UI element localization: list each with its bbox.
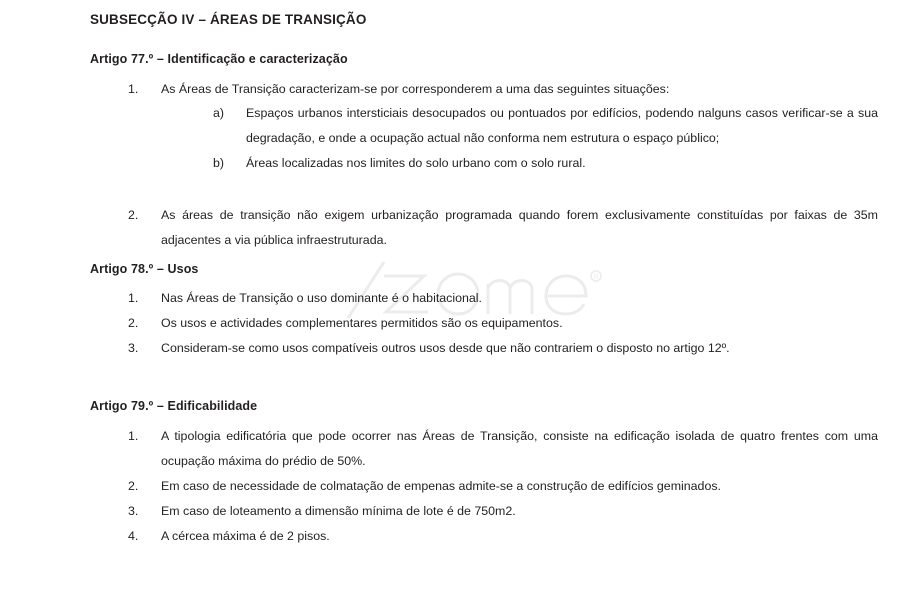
list-item-text: Em caso de necessidade de colmatação de empenas admite-se a construção de edifícios geminados. — [161, 479, 721, 493]
article-77-item-2-block — [128, 203, 878, 253]
article-77-item-1-block — [128, 77, 878, 102]
list-item-text: A cércea máxima é de 2 pisos. — [161, 529, 330, 543]
list-item-text: Áreas localizadas nos limites do solo urbano com o solo rural. — [246, 156, 586, 170]
svg-text:R: R — [593, 274, 599, 281]
list-marker: 2. — [128, 479, 139, 493]
list-item-text: Espaços urbanos intersticiais desocupados ou pontuados por edifícios, podendo nalguns casos verificar-se a sua degradação, e onde a ocupação actual não conforma nem estrutura o espaço público; — [246, 106, 878, 145]
list-item — [213, 151, 878, 176]
article-heading-78: Artigo 78.º – Usos — [90, 262, 199, 276]
list-item-text: As Áreas de Transição caracterizam-se por corresponderem a uma das seguintes situações: — [161, 82, 670, 96]
list-marker: 3. — [128, 504, 139, 518]
list-marker: a) — [213, 106, 225, 120]
list-item-text: As áreas de transição não exigem urbanização programada quando forem exclusivamente constituídas por faixas de 35m adjacentes a via pública infraestruturada. — [161, 208, 878, 247]
article-heading-79: Artigo 79.º – Edificabilidade — [90, 399, 258, 413]
list-item-text: Nas Áreas de Transição o uso dominante é o habitacional. — [161, 291, 482, 305]
list-marker: 1. — [128, 429, 139, 443]
list-item — [128, 424, 878, 474]
list-marker: 2. — [128, 316, 139, 330]
list-marker: 3. — [128, 341, 139, 355]
list-item — [128, 311, 878, 336]
list-marker: 2. — [128, 208, 139, 222]
article-heading-77: Artigo 77.º – Identificação e caracterização — [90, 52, 348, 66]
article-78-items-block — [128, 286, 878, 361]
list-marker: 4. — [128, 529, 139, 543]
list-item — [128, 499, 878, 524]
list-item — [128, 286, 878, 311]
article-77-subitems-block — [213, 101, 878, 176]
list-item — [128, 524, 878, 549]
list-item-text: Os usos e actividades complementares permitidos são os equipamentos. — [161, 316, 563, 330]
list-item — [128, 474, 878, 499]
list-item — [128, 203, 878, 253]
list-item — [213, 101, 878, 151]
list-item — [128, 77, 878, 102]
list-item-text: Em caso de loteamento a dimensão mínima de lote é de 750m2. — [161, 504, 516, 518]
list-item-text: A tipologia edificatória que pode ocorrer nas Áreas de Transição, consiste na edificação isolada de quatro frentes com uma ocupação máxima do prédio de 50%. — [161, 429, 878, 468]
list-marker: 1. — [128, 291, 139, 305]
list-item — [128, 336, 878, 361]
list-item-text: Consideram-se como usos compatíveis outros usos desde que não contrariem o disposto no artigo 12º. — [161, 341, 730, 355]
article-79-items-block — [128, 424, 878, 549]
list-marker: b) — [213, 156, 225, 170]
subsection-title: SUBSECÇÃO IV – ÁREAS DE TRANSIÇÃO — [90, 12, 367, 27]
list-marker: 1. — [128, 82, 139, 96]
